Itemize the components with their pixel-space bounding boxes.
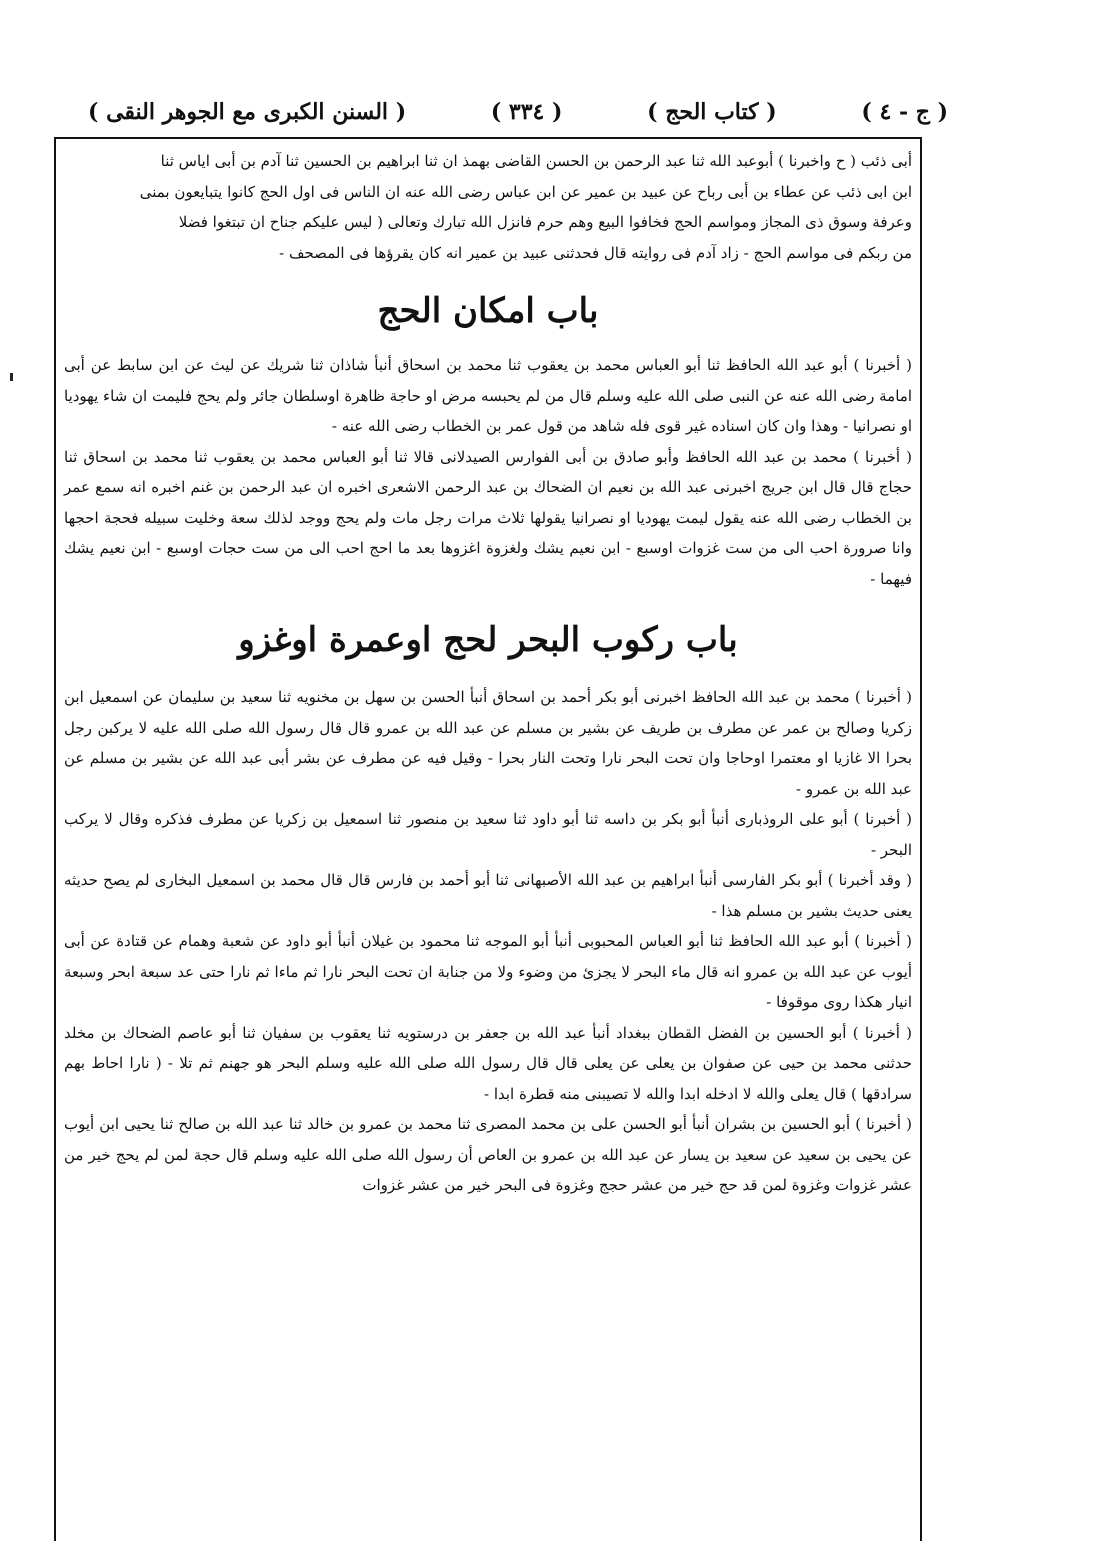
hadith-paragraph: ( أخبرنا ) أبو عبد الله الحافظ ثنا أبو العباس المحبوبى أنبأ أبو الموجه ثنا محمود بن غيلان أنبأ أبو داود عن شعبة وهمام عن قتادة عن أبى أيوب عن عبد الله بن عمرو انه قال ماء البحر لا يجزئ من وضوء ولا من جنابة ان تحت البحر نارا ثم ماءا ثم نارا حتى عد سبعة ابحر وسبعة انيار هكذا روى موقوفا - bbox=[64, 932, 912, 1011]
hadith-paragraph: ( وقد أخبرنا ) أبو بكر الفارسى أنبأ ابراهيم بن عبد الله الأصبهانى ثنا أبو أحمد بن فارس قال قال محمد بن اسمعيل البخارى لم يصح حديثه يعنى حديث بشير بن مسلم هذا - bbox=[64, 871, 912, 920]
right-margin-rule bbox=[920, 137, 922, 1541]
page-number: ( ٣٣٤ ) bbox=[490, 99, 563, 125]
hadith-paragraph: ( أخبرنا ) محمد بن عبد الله الحافظ اخبرنى أبو بكر أحمد بن اسحاق أنبأ الحسن بن سهل بن مخنويه ثنا سعيد بن سليمان عن اسمعيل ابن زكريا وصالح بن عمر عن مطرف بن طريف عن بشير بن مسلم عن عبد الله بن عمرو قال قال رسول الله صلى الله عليه لا يركبن رجل بحرا الا غازيا او معتمرا اوحاجا وان تحت البحر نارا وتحت النار بحرا - وقيل فيه عن مطرف عن بشر أبى عبد الله عن بشير بن مسلم عن عبد الله بن عمرو - bbox=[64, 688, 912, 798]
page-header bbox=[88, 92, 948, 132]
intro-line: من ربكم فى مواسم الحج - زاد آدم فى روايته قال فحدثنى عبيد بن عمير انه كان يقرؤها فى المصحف - bbox=[279, 243, 912, 262]
margin-mark bbox=[10, 373, 13, 381]
book-title: ( السنن الكبرى مع الجوهر النقى ) bbox=[88, 99, 407, 125]
chapter-heading: باب امكان الحج bbox=[377, 291, 599, 331]
volume-label: ( ج - ٤ ) bbox=[861, 99, 948, 125]
page-body bbox=[64, 146, 912, 1201]
intro-line: أبى ذئب ( ح واخبرنا ) أبوعبد الله ثنا عبد الرحمن بن الحسن القاضى بهمذ ان ثنا ابراهيم بن الحسين ثنا آدم بن أبى اياس ثنا bbox=[160, 152, 912, 170]
intro-line: وعرفة وسوق ذى المجاز ومواسم الحج فخافوا البيع وهم حرم فانزل الله تبارك وتعالى ( ليس عليكم جناح ان تبتغوا فضلا bbox=[178, 213, 912, 231]
hadith-paragraph: ( أخبرنا ) محمد بن عبد الله الحافظ وأبو صادق بن أبى الفوارس الصيدلانى قالا ثنا أبو العباس محمد بن يعقوب ثنا محمد بن اسحاق ثنا حجاج قال قال ابن جريج اخبرنى عبد الله بن نعيم ان الضحاك بن عبد الرحمن الاشعرى اخبره ان عبد الرحمن بن غنم اخبره انه سمع عمر بن الخطاب رضى الله عنه يقول ليمت يهوديا او نصرانيا يقولها ثلاث مرات رجل مات ولم يحج ووجد لذلك سعة وخليت سبيله فحجة احجها وانا صرورة احب الى من ست غزوات اوسبع - ابن نعيم يشك ولغزوة اغزوها بعد ما احج احب الى من ست حجات اوسبع - ابن نعيم يشك فيهما - bbox=[64, 447, 912, 588]
hadith-paragraph: ( أخبرنا ) أبو الحسين بن الفضل القطان ببغداد أنبأ عبد الله بن جعفر بن درستويه ثنا يعقوب بن سفيان ثنا أبو عاصم الضحاك بن مخلد حدثنى محمد بن حيى عن صفوان بن يعلى عن يعلى قال قال رسول الله صلى الله عليه وسلم البحر هو جهنم ثم تلا - ( نارا احاط بهم سرادقها ) قال يعلى والله لا ادخله ابدا والله لا تصيبنى منه قطرة ابدا - bbox=[64, 1023, 912, 1103]
hadith-paragraph: ( أخبرنا ) أبو الحسين بن بشران أنبأ أبو الحسن على بن محمد المصرى ثنا محمد بن عمرو بن خالد ثنا عبد الله بن صالح ثنا يحيى ابن أيوب عن يحيى بن سعيد عن سعيد بن يسار عن عبد الله بن عمرو بن العاص أن رسول الله صلى الله عليه وسلم قال حجة لمن لم يحج خير من عشر غزوات وغزوة لمن قد حج خير من عشر حجج وغزوة فى البحر خير من عشر غزوات bbox=[64, 1115, 912, 1194]
intro-line: ابن ابى ذئب عن عطاء بن أبى رباح عن عبيد بن عمير عن ابن عباس رضى الله عنه ان الناس فى اول الحج كانوا يتبايعون بمنى bbox=[139, 182, 912, 201]
hadith-paragraph: ( أخبرنا ) أبو على الروذبارى أنبأ أبو بكر بن داسه ثنا أبو داود ثنا سعيد بن منصور ثنا اسمعيل بن زكريا عن مطرف فذكره وقال لا يركب البحر - bbox=[64, 810, 912, 859]
section-title: ( كتاب الحج ) bbox=[647, 99, 777, 125]
header-rule bbox=[54, 137, 922, 139]
hadith-paragraph: ( أخبرنا ) أبو عبد الله الحافظ ثنا أبو العباس محمد بن يعقوب ثنا محمد بن اسحاق أنبأ شاذان ثنا شريك عن ليث عن ابن سابط عن أبى امامة رضى الله عنه عن النبى صلى الله عليه وسلم قال من لم يحبسه مرض او حاجة ظاهرة اوسلطان جائر ولم يحج فليمت ان شاء يهوديا او نصرانيا - وهذا وان كان اسناده غير قوى فله شاهد من قول عمر بن الخطاب رضى الله عنه - bbox=[64, 356, 912, 435]
chapter-heading: باب ركوب البحر لحج اوعمرة اوغزو bbox=[238, 620, 738, 660]
left-margin-rule bbox=[54, 137, 56, 1541]
